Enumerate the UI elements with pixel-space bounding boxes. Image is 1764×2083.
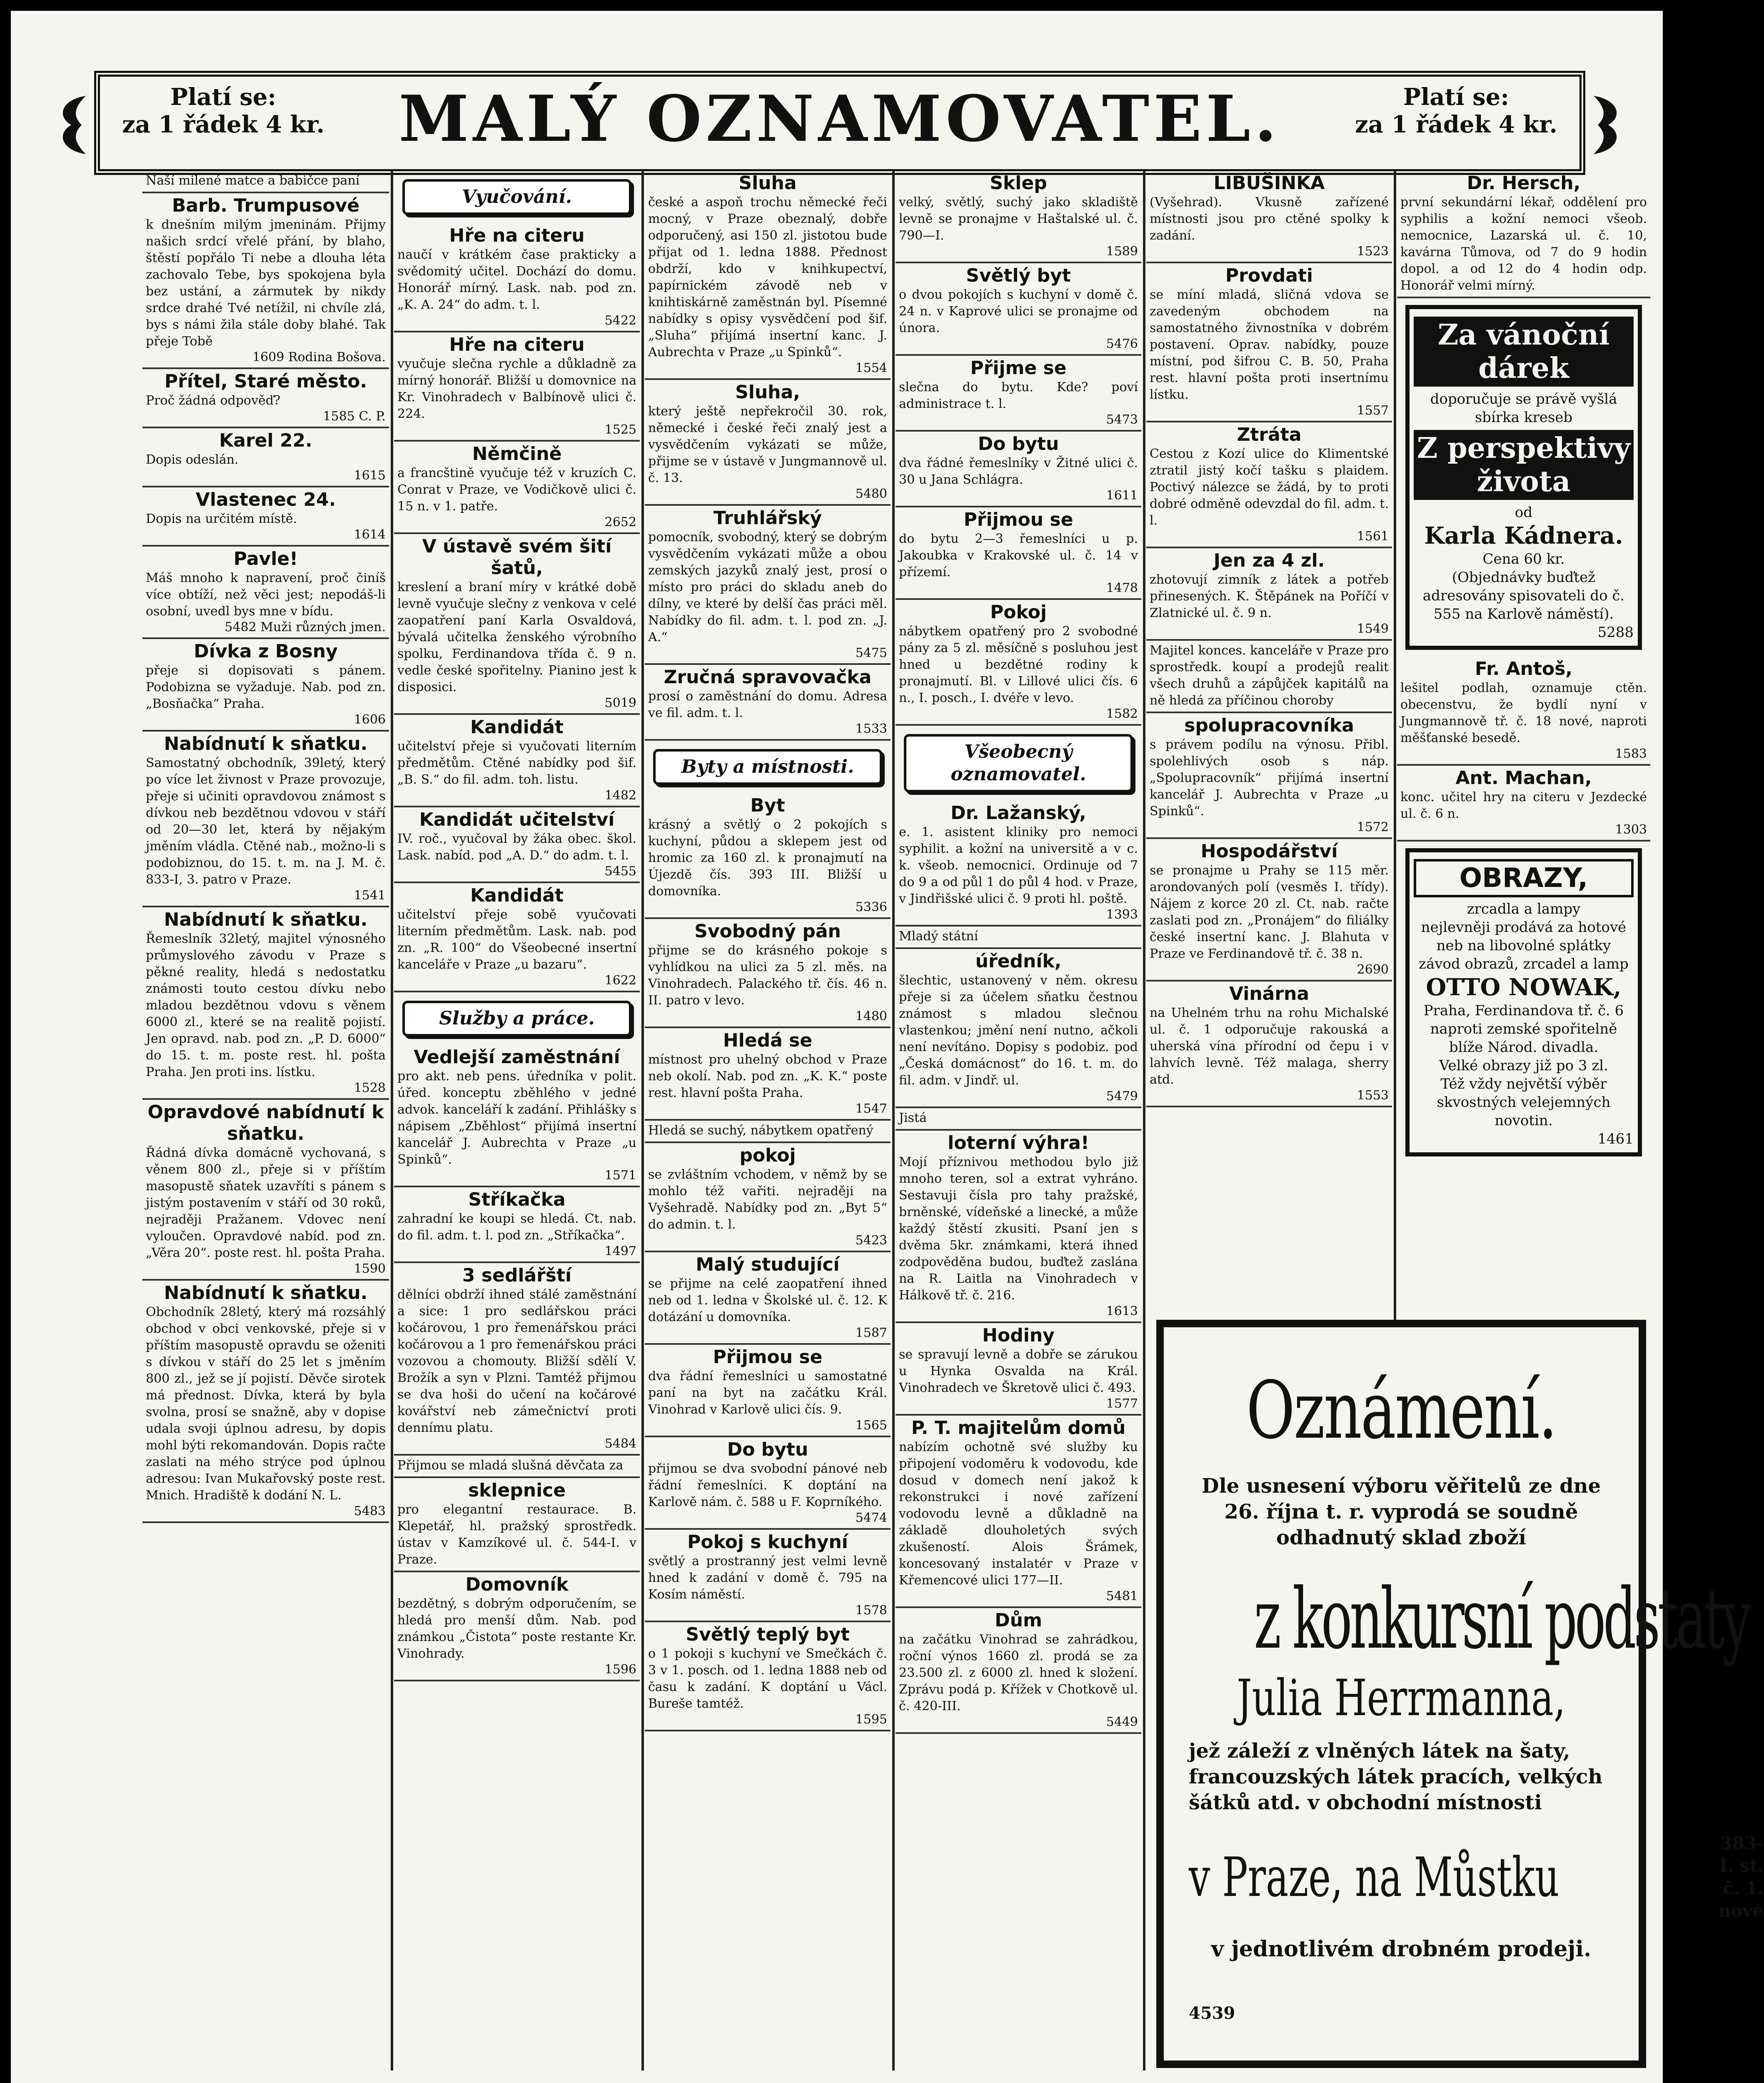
masthead [52,62,1627,187]
ad-heading: P. T. majitelům domů [911,1417,1126,1439]
ad-number: 1393 [1106,907,1138,922]
ad-number: 1585 C. P. [323,409,386,424]
ad-number: 1609 Rodina Bošova. [252,350,386,365]
ad-text: šlechtic, ustanovený v něm. okresu přeje si za účelem sňatku čestnou známost s mladou slečnou vlastenkou; jmění není nutno, ačkoli není nevítáno. Dopisy s podobiz. pod „Česká domácnost“ do 16. t. m. do fil. adm. v Jindř. ul. [899,973,1138,1088]
ad-heading: Sklep [990,172,1047,194]
column-1 [142,171,389,2071]
ad-text: české a aspoň trochu německé řeči mocný, v Praze obeznalý, dobře odporučený, asi 150 zl. jistotou bude přijat od 1. ledna 1888. Přednost obdrží, kdo v knihkupectví, papírnickém závodě neb v knihtiskárně zaměstnán byl. Písemné nabídky s opisy vysvědčení pod šif. „Sluha“ přijímá insertní kanc. J. Aubrechta v Praze „u Spinků“. [648,195,887,360]
classified-ad [1146,422,1392,548]
ad-heading: Sluha [739,172,797,194]
ad-number: 1583 [1615,747,1647,761]
ad-number: 1615 [354,468,386,483]
classified-ad [645,506,891,665]
ad-heading: Truhlářský [713,507,822,529]
ad-heading: sklepnice [468,1480,566,1501]
ad-number: 1561 [1357,529,1389,544]
ad-number: 1565 [855,1418,887,1433]
ad-text: nabízím ochotně své služby ku připojení vodoměru k vodovodu, kde dosud v domech není jakož k rekonstrukci i nové zařízení vodovodu levně a důkladně na základě dlouholetých svých zkušeností. Alois Šrámek, koncesovaný instalatér v Praze v Křemencové ulici 177—II. [899,1440,1138,1588]
ad-text: Dopis odeslán. [146,452,239,467]
classified-ad [394,1478,640,1572]
ad-number: 1613 [1106,1304,1138,1319]
ad-number: 5019 [604,696,636,710]
left-price-line2: za 1 řádek 4 kr. [122,111,325,138]
classified-ad [1146,839,1392,982]
classified-ad [896,263,1141,356]
ad-text: konc. učitel hry na citeru v Jezdecké ul. č. 6 n. [1400,790,1647,821]
ad-number: 1497 [604,1244,636,1259]
classified-ad [1397,657,1650,766]
classified-ad [896,927,1141,949]
ad-heading: Opravdové nabídnutí k sňatku. [147,1101,384,1144]
classified-ad [394,534,640,715]
ad-heading: spolupracovníka [1184,715,1354,736]
boxed-ad-line: Praha, Ferdinandova tř. č. 6 naproti zemské spořitelně blíže Národ. divadla. [1423,1002,1624,1056]
announcement-location [1164,1816,1764,1922]
classified-ad [645,1143,891,1252]
ad-number: 1582 [1106,707,1138,721]
ad-text: na začátku Vinohrad se zahrádkou, roční výnos 1660 zl. prodá se za 23.500 zl. z 6000 zl. hned k složení. Zprávu podá p. Křížek v Chotkově ul. č. 420-III. [899,1632,1138,1713]
column-divider [1394,171,1396,1321]
ad-heading: V ústavě svém šití šatů, [422,536,612,579]
ad-text: pro elegantní restaurace. B. Klepetář, hl. pražský sprostředk. ústav v Kamzíkové ul. č. 544-I. v Praze. [397,1502,636,1567]
ad-text: Naší milené matce a babičce paní [146,173,360,188]
boxed-ad-line: nejlevněji prodává za hotové neb na libovolné splátky závod obrazů, zrcadel a lamp [1419,919,1629,972]
ad-heading: Do bytu [978,433,1059,455]
ad-text: k dnešním milým jmeninám. Přijmy našich srdcí vřelé přání, by blaho, štěstí popřálo Ti nebe a dlouha léta zachovalo Tebe, bys spokojena byla bez ustání, a zármutek by nikdy srdce drahé Tvé netížil, ni chvíle zlá, bys s námi žila stále doby blahé. Tak přeje Tobě [146,217,386,349]
column-5 [1146,171,1392,1321]
ad-heading: Pokoj s kuchyní [687,1531,848,1553]
boxed-ad-vanoce [1405,305,1642,650]
ad-text: vyučuje slečna rychle a důkladně za mírný honorář. Bližší u domovnice na Kr. Vinohradech v Balbínově ulici č. 224. [397,357,636,421]
ad-heading: Vlastenec 24. [195,489,336,510]
ad-heading: Kandidát učitelství [419,809,615,830]
ad-heading: Stříkačka [468,1189,566,1210]
ad-number: 1557 [1357,403,1389,418]
classified-ad [896,949,1141,1108]
ad-number: 1611 [1106,488,1138,503]
classified-ad [142,639,389,732]
classified-ad [142,907,389,1100]
ad-number: 5482 Muži různých jmen. [225,620,386,634]
ad-number: 2690 [1357,962,1389,977]
boxed-ad-line: OBRAZY, [1414,859,1634,897]
ad-heading: Pokoj [990,602,1047,623]
ad-heading: Hře na citeru [449,225,585,246]
ad-heading: Hospodářství [1200,841,1338,862]
ad-heading: Kandidát [470,717,564,738]
ad-text: dva řádné řemeslníky v Žitné ulici č. 30 u Jana Schlágra. [899,456,1138,487]
ad-heading: Sluha, [735,382,800,403]
ad-heading: Dr. Lažanský, [951,802,1086,824]
ad-heading: Malý studující [696,1254,840,1275]
classified-ad [896,801,1141,927]
ad-text: kreslení a braní míry v krátké době levně vyučuje slečny z venkova v celé zaopatření paní Karla Osvaldová, bývalá učitelka ženského výrobního spolku, Ferdinandova třída č. 9 n. vedle české spořitelny. Pianino jest k disposici. [397,580,636,694]
ad-heading: Provdati [1225,265,1313,286]
classified-ad [394,1263,640,1456]
ad-number: 5481 [1106,1589,1138,1603]
ad-heading: Do bytu [727,1439,808,1460]
ad-heading: Svobodný pán [694,921,841,942]
ad-text: Obchodník 28letý, který má rozsáhlý obchod v obci venkovské, přeje si v příštím masopustě opravdu se oženiti s dívkou v stáří do 25 let s jměním 800 zl., jež se jí pojistí. Děvče sirotek má přednost. Dívka, která by byla svolna, prosí se snažně, aby v dopise udala svoji úplnou adresu, by dopis mohl býti rekomandován. Dopis račte zaslati na mého strýce pod úplnou adresou: Ivan Mukařovský poste rest. Mnich. Hradiště k dodání N. L. [146,1305,386,1503]
ad-heading: Přítel, Staré město. [164,371,367,392]
ad-number: 5455 [604,864,636,879]
announcement-title: Oznámení. [1246,1364,1556,1456]
classified-ad [394,1456,640,1478]
ad-text: Dopis na určitém místě. [146,512,297,526]
ad-heading: Světlý teplý byt [686,1624,850,1645]
classified-ad [896,171,1141,263]
ad-heading: Dr. Hersch, [1467,172,1581,194]
classified-ad [142,369,389,428]
ad-text: Přijmou se mladá slušná děvčata za [397,1458,624,1473]
right-price-line1: Platí se: [1403,83,1510,111]
classified-ad [645,1121,891,1143]
ad-number: 1528 [354,1081,386,1095]
classified-ad [896,1608,1141,1734]
column-divider [892,171,895,2071]
column-divider [391,171,393,2071]
column-divider [1143,171,1145,2071]
ad-text: zahradní ke koupi se hledá. Ct. nab. do fil. adm. t. l. pod zn. „Stříkačka“. [397,1211,636,1243]
ad-number: 1482 [604,788,636,803]
right-price [1340,83,1573,138]
ad-number: 1571 [604,1168,636,1183]
boxed-ad-line: Cena 60 kr. [1482,551,1565,567]
ad-number: 5449 [1106,1715,1138,1729]
ad-heading: Domovník [465,1574,569,1595]
classified-ad [142,1281,389,1523]
ad-text: velký, světlý, suchý jako skladiště levně se pronajme v Haštalské ul. č. 790—I. [899,195,1138,243]
ad-number: 1595 [855,1712,887,1727]
right-price-line2: za 1 řádek 4 kr. [1355,111,1558,138]
ad-text: dělníci obdrží ihned stálé zaměstnání a sice: 1 pro sedlářskou práci kočárovou, 1 pro řemenářskou práci kočárovou a 1 pro řemenářskou práci vozovou a chomouty. Bližší sdělí V. Brožík a syn v Plzni. Tamtéž přijmou se dva hoši do učení na kočárové kovářství neb zámečnictví proti dennímu platu. [397,1287,636,1435]
boxed-ad-line: Za vánoční dárek [1414,317,1634,387]
ad-text: se zvláštním vchodem, v němž by se mohlo též vařiti. nejraději na Vyšehradě. Nabídky pod zn. „Byt 5“ do admin. t. l. [648,1167,887,1232]
ad-text: Máš mnoho k napravení, proč činíš více obtíží, než věci jest; nepodáš-li osobní, uvedl bys mne v bídu. [146,571,386,619]
bankruptcy-announcement [1156,1320,1764,2068]
ad-number: 1572 [1357,820,1389,834]
ad-heading: Zručná spravovačka [664,667,872,688]
ad-text: lešitel podlah, oznamuje ctěn. obecenstvu, že bydlí nyní v Jungmannově tř. č. 18 nové, naproti měšťanské besedě. [1400,681,1647,745]
left-price [107,83,340,138]
classified-ad [142,428,389,487]
classified-ad [1146,263,1392,422]
ad-text: Řádná dívka domácně vychovaná, s věnem 800 zl., přeje si v příštím masopustě sňatek uzavříti s pánem s jistým postavením v stáří od 30 roků, nejraději Pražanem. Vdovec není vyloučen. Opravdové nabíd. pod zn. „Věra 20“. poste rest. hl. pošta Praha. [146,1146,386,1260]
ad-text: zhotovují zimník z látek a potřeb přinesených. K. Štěpánek na Poříčí v Zlatnické ul. č. 9 n. [1150,572,1389,620]
classified-ad [1146,713,1392,839]
classified-ad [896,1131,1141,1323]
ad-text: přijme se do krásného pokoje s vyhlídkou na ulici za 5 zl. měs. na Vinohradech. Palackého tř. čís. 46 n. II. patro v levo. [648,943,887,1008]
ad-heading: Ant. Machan, [1455,767,1592,789]
ad-text: Majitel konces. kanceláře v Praze pro sprostředk. koupí a prodejů realit všech druhů a zápůjček kapitálů na ně hledá za příčinou choroby [1150,643,1389,708]
ad-heading: Jen za 4 zl. [1213,550,1325,571]
section-heading: Byty a místnosti. [653,749,882,785]
ad-heading: Kandidát [470,885,564,906]
ad-number: 1478 [1106,581,1138,595]
ad-text: prosí o zaměstnání do domu. Adresa ve fil. adm. t. l. [648,689,887,720]
ad-text: nábytkem opatřený pro 2 svobodné pány za 5 zl. měsíčně s posluhou jest hned u bezdětné rodiny k pronajmutí. Bl. v Lillové ulici čís. 6 n., I. posch., I. dvéře v levo. [899,624,1138,705]
ad-text: se spravují levně a dobře se zárukou u Hynka Osvalda na Král. Vinohradech ve Škretově ulici č. 493. [899,1347,1138,1395]
ad-text: se přijme na celé zaopatření ihned neb od 1. ledna v Školské ul. č. 12. K dotázání u domovníka. [648,1276,887,1324]
boxed-ad-obrazy [1405,848,1642,1156]
ad-number: 5483 [354,1504,386,1519]
section-heading: Služby a práce. [402,1001,631,1037]
section-heading: Všeobecný oznamovatel. [904,734,1133,792]
ad-heading: loterní výhra! [948,1132,1089,1154]
classified-ad [394,1572,640,1681]
ad-heading: Barb. Trumpusové [172,195,360,216]
ad-text: o 1 pokoji s kuchyní ve Smečkách č. 3 v 1. posch. od 1. ledna 1888 neb od času k zadání. K doptání u Václ. Bureše tamtéž. [648,1646,887,1711]
classified-ad [142,547,389,639]
ad-number: 5480 [855,487,887,501]
section-heading: Vyučování. [402,179,631,215]
ad-number: 1533 [855,722,887,736]
ad-text: a francštině vyučuje též v kruzích C. Conrat v Praze, ve Vodičkově ulici č. 15 n. v 1. patře. [397,466,636,514]
classified-ad [896,1416,1141,1608]
ad-text: Samostatný obchodník, 39letý, který po více let živnost v Praze provozuje, přeje si učiniti opravdovou známost s dívkou neb bezdětnou vdovou v stáří od 20—30 let, která by nějakým jměním vládla. Ctěné nab., možno-li s podobiznou, do 15. t. m. na J. M. č. 833-I, 3. patro v Praze. [146,756,386,887]
boxed-ad-line: (Objednávky buďtež adresovány spisovateli do č. 555 na Karlově náměstí). [1422,569,1625,622]
ad-heading: Hře na citeru [449,334,585,355]
boxed-ad-line: zrcadla a lampy [1467,901,1581,917]
ad-text: se míní mladá, sličná vdova se zavedeným obchodem na samostatného živnostníka v dobrém postavení. Oprav. nabídky, pouze místní, pod šifrou C. B. 50, Praha rest. hlavní pošta proti insertnímu lístku. [1150,287,1389,402]
classified-ad [896,600,1141,726]
classified-ad [645,1252,891,1345]
ad-number: 5476 [1106,337,1138,351]
classified-ad [394,223,640,332]
ad-text: IV. roč., vyučoval by žáka obec. škol. Lask. nabíd. pod „A. D.“ do adm. t. l. [397,832,636,863]
ad-number: 1549 [1357,622,1389,636]
classified-ad [645,665,891,741]
ad-heading: Přijmou se [963,509,1073,530]
ad-heading: Vinárna [1229,983,1310,1004]
announcement-sale-note: v jednotlivém drobném prodeji. [1211,1936,1592,1962]
ad-heading: Byt [750,795,785,816]
ad-heading: Dívka z Bosny [194,641,338,662]
ad-text: Mladý státní [899,929,978,944]
ad-heading: Vedlejší zaměstnání [414,1046,620,1068]
announcement-place: v Praze, na Můstku [1189,1846,1559,1909]
classified-ad [645,1437,891,1530]
announcement-name: Julia Herrmanna, [1237,1669,1566,1727]
announcement-address: 383-I. st. č. 1. nové [1718,1833,1764,1921]
ad-number: 5422 [604,313,636,328]
ad-text: Cestou z Kozí ulice do Klimentské ztratil jistý kočí tašku s plaidem. Poctivý nálezce se žádá, by to proti dobré odměně odevzdal do fil. adm. t. l. [1150,447,1389,528]
column-2 [394,171,640,2071]
ad-text: přijmou se dva svobodní pánové neb řádní řemeslníci. K doptání na Karlově nám. č. 588 u F. Koprníkého. [648,1461,887,1509]
ad-number: 5484 [604,1436,636,1451]
ad-heading: Hledá se [723,1030,813,1051]
announcement-headline: z konkursní podstaty [1254,1571,1749,1668]
page-title: MALÝ OZNAMOVATEL. [399,81,1281,156]
column-divider [641,171,644,2071]
boxed-ad-line: doporučuje se právě vyšlá sbírka kreseb [1430,391,1617,426]
ad-text: naučí v krátkém čase prakticky a svědomitý učitel. Dochází do domu. Honorář mírný. Lask. nab. pod zn. „K. A. 24“ do adm. t. l. [397,247,636,312]
ad-text: se pronajme u Prahy se 115 měr. arondovaných polí (vesměs I. třídy). Nájem z korce 20 zl. Ct. nab. račte zaslati pod zn. „Pronájem“ do filiálky české insertní kanc. J. Blahuta v Praze ve Ferdinandově tř. č. 38 n. [1150,863,1389,961]
ad-text: Řemeslník 32letý, majitel výnosného průmyslového závodu v Praze s pěkné reality, hledá s nedostatku známosti touto cestou dívku nebo mladou bezdětnou vdovu s věnem 6000 zl., které se na realitě pojistí. Jen opravd. nab. pod zn. „P. D. 6000“ do 15. t. m. poste rest. hl. pošta Praha. Jen proti ins. lístku. [146,932,386,1079]
ad-text: na Uhelném trhu na rohu Michalské ul. č. 1 odporučuje rakouská a uherská vína přírodní od čepu i v lahvích levně. Též malaga, sherry atd. [1150,1006,1389,1087]
ad-number: 1578 [855,1603,887,1618]
classified-ad [142,193,389,369]
ad-number: 1525 [604,422,636,437]
ad-number: 1541 [354,888,386,903]
ad-heading: Karel 22. [219,430,312,451]
ad-text: e. 1. asistent kliniky pro nemoci syphilit. a kožní na universitě a v c. k. všeob. nemocnici. Ordinuje od 7 do 9 a od půl 1 do půl 4 hod. v Praze, v Jindřišské ulici č. 9 proti hl. poště. [899,825,1138,906]
ad-number: 5474 [855,1511,887,1525]
boxed-ad-line: 5288 [1597,624,1634,641]
ad-heading: LIBUŠINKA [1213,172,1325,194]
ad-text: s právem podílu na výnosu. Přibl. spolehlivých osob s náp. „Spolupracovník“ přijímá insertní kancelář J. Aubrechta v Praze „u Spinků“. [1150,737,1389,819]
ad-number: 2652 [604,515,636,529]
ad-heading: Ztráta [1237,424,1302,445]
column-3 [645,171,891,2071]
ad-heading: Světlý byt [966,265,1071,286]
classified-ad [645,380,891,506]
ad-text: přeje si dopisovati s pánem. Podobizna se vyžaduje. Nab. pod zn. „Bosňačka“ Praha. [146,663,386,711]
ad-heading: pokoj [739,1145,796,1166]
ad-number: 5473 [1106,412,1138,427]
ad-text: světlý a prostranný jest velmi levně hned k zadání v domě č. 795 na Kosím náměstí. [648,1554,887,1602]
ad-number: 1553 [1357,1088,1389,1103]
classified-ad [896,432,1141,507]
classified-ad [645,1028,891,1121]
classified-ad [142,487,389,547]
ad-heading: Nabídnutí k sňatku. [164,909,368,930]
ad-heading: Hodiny [982,1325,1055,1346]
ad-number: 1480 [855,1009,887,1024]
ad-number: 1596 [604,1662,636,1677]
classified-ad [896,356,1141,432]
ad-heading: úředník, [975,951,1062,972]
ad-text: první sekundární lékař, oddělení pro syphilis a kožní nemoci všeob. nemocnice, Lazarská ul. č. 10, kavárna Tůmova, od 7 do 9 hodin dopol. a od 12 do 4 hodin odp. Honorář velmi mírný. [1400,195,1647,293]
ad-text: bezdětný, s dobrým odporučením, se hledá pro menší dům. Nab. pod známkou „Čistota“ poste restante Kr. Vinohrady. [397,1596,636,1661]
classified-ad [896,1108,1141,1131]
ad-number: 5423 [855,1233,887,1248]
ad-number: 1587 [855,1326,887,1340]
classified-ad [394,1045,640,1187]
classified-ad [394,332,640,442]
classified-ad [142,171,389,193]
boxed-ad-line: Velké obrazy již po 3 zl. [1439,1057,1608,1074]
classified-ad [1397,766,1650,842]
ad-number: 1547 [855,1101,887,1116]
classified-ad [394,883,640,992]
right-ornament-icon [1589,92,1627,158]
classified-ad [645,1530,891,1622]
left-price-line1: Platí se: [170,83,277,111]
announcement-goods: jež záleží z vlněných látek na šaty, francouzských látek pracích, velkých šátků atd. v obchodní místnosti [1189,1739,1603,1814]
announcement-number: 4539 [1189,2003,1235,2023]
boxed-ad-line: OTTO NOWAK, [1426,974,1622,1001]
ad-text: pro akt. neb pens. úředníka v polit. úřed. konceptu zběhlého v jedné advok. kanceláří k zadání. Přihlášky s nápisem „Zběhlost“ přijímá insertní kancelář J. Aubrechta v Praze „u Spinků“. [397,1069,636,1167]
ad-number: 5479 [1106,1089,1138,1104]
classified-ad [645,793,891,919]
ad-number: 1606 [354,712,386,727]
ad-text: do bytu 2—3 řemeslníci u p. Jakoubka v Krakovské ul. č. 14 v přízemí. [899,532,1138,579]
ad-heading: Nabídnutí k sňatku. [164,1282,368,1304]
ad-text: učitelství přeje sobě vyučovati literním předmětům. Lask. nab. pod zn. „R. 100“ do Všeobecné insertní kanceláře v Praze „u bazaru“. [397,907,636,972]
classified-ad [394,1187,640,1263]
classified-ad [645,1345,891,1437]
ad-text: Proč žádná odpověď? [146,393,281,408]
boxed-ad-line: Z perspektivy života [1414,430,1634,500]
classified-ad [1397,171,1650,298]
ad-heading: 3 sedlářští [462,1265,572,1286]
ad-heading: Pavle! [233,548,298,569]
ad-number: 1614 [354,527,386,542]
ad-text: dva řádní řemeslníci u samostatné paní na byt na začátku Král. Vinohrad v Karlově ulici čís. 9. [648,1369,887,1417]
ad-text: místnost pro uhelný obchod v Praze neb okolí. Nab. pod zn. „K. K.“ poste rest. hlavní pošta Praha. [648,1052,887,1100]
ad-heading: Nabídnutí k sňatku. [164,733,368,754]
ad-text: Jistá [899,1111,927,1125]
boxed-ad-line: od [1514,504,1533,521]
ad-text: o dvou pokojích s kuchyní v domě č. 24 n. v Kaprové ulici se pronajme od února. [899,287,1138,335]
classified-ad [645,919,891,1028]
ad-text: pomocník, svobodný, který se dobrým vysvědčením vykázati může a obou zemských jazyků znalý jest, prosí o místo pro práci do skladu aneb do dílny, ve které by delší čas práci měl. Nabídky do fil. adm. t. l. pod zn. „J. A.“ [648,530,887,644]
ad-heading: Dům [995,1610,1042,1631]
classified-ad [1146,171,1392,263]
ad-number: 5336 [855,900,887,914]
boxed-ad-line: 1461 [1597,1131,1634,1147]
ad-text: Hledá se suchý, nábytkem opatřený [648,1123,873,1138]
classified-ad [394,715,640,807]
classified-ad [394,807,640,883]
ad-text: učitelství přeje si vyučovati literním předmětům. Ctěné nabídky pod šif. „B. S.“ do fil. adm. toh. listu. [397,739,636,787]
classified-ad [645,171,891,380]
left-ornament-icon [52,92,90,158]
ad-text: Mojí příznivou methodou bylo již mnoho teren, sol a extrat vyhráno. Sestavuji čísla pro tahy pražské, brněnské, vídeňské a linecké, a může každý štěstí zkusiti. Psaní jen s dvěma 5kr. známkami, která ihned zodpověděna budou, buďtež zaslána na R. Laitla na Vinohradech v Hálkově tř. č. 216. [899,1155,1138,1303]
ad-heading: Němčině [472,443,562,465]
ad-text: krásný a světlý o 2 pokojích s kuchyní, půdou a sklepem jest od hromic za 160 zl. k pronajmutí na Újezdě čís. 393 III. Bližší u domovníka. [648,817,887,899]
ad-number: 1622 [604,973,636,988]
classified-ad [142,732,389,907]
ad-number: 1577 [1106,1396,1138,1411]
ad-number: 1523 [1357,244,1389,259]
ad-heading: Fr. Antoš, [1475,658,1573,679]
ad-heading: Přijmou se [713,1346,823,1368]
ad-number: 5475 [855,646,887,660]
classified-ad [394,442,640,534]
classified-ad [1146,982,1392,1107]
announcement-intro: Dle usnesení výboru věřitelů ze dne 26. října t. r. vyprodá se soudně odhadnutý sklad zboží [1201,1474,1601,1549]
ad-text: slečna do bytu. Kde? poví administrace t. l. [899,380,1138,411]
ad-text: který ještě nepřekročil 30. rok, německé i české řeči znalý jest a vysvědčením vykázati se může, přijme se v ústavě v Jungmannově ul. č. 13. [648,404,887,485]
boxed-ad-line: Karla Kádnera. [1424,522,1623,549]
ad-number: 1590 [354,1261,386,1276]
ad-number: 1554 [855,361,887,375]
classified-ad [142,1100,389,1281]
ad-number: 1303 [1615,822,1647,837]
column-6 [1397,171,1650,1321]
classified-ad [896,1323,1141,1416]
classified-ad [1146,641,1392,713]
classified-ad [1146,548,1392,641]
classified-ad [896,507,1141,600]
column-4 [896,171,1141,2071]
boxed-ad-line: Též vždy největší výběr skvostných velejemných novotin. [1437,1076,1611,1129]
ad-text: (Vyšehrad). Vkusně zařízené místnosti jsou pro ctěné spolky k zadání. [1150,195,1389,243]
ad-heading: Přijme se [970,357,1067,379]
classified-ad [645,1622,891,1731]
ad-number: 1589 [1106,244,1138,259]
